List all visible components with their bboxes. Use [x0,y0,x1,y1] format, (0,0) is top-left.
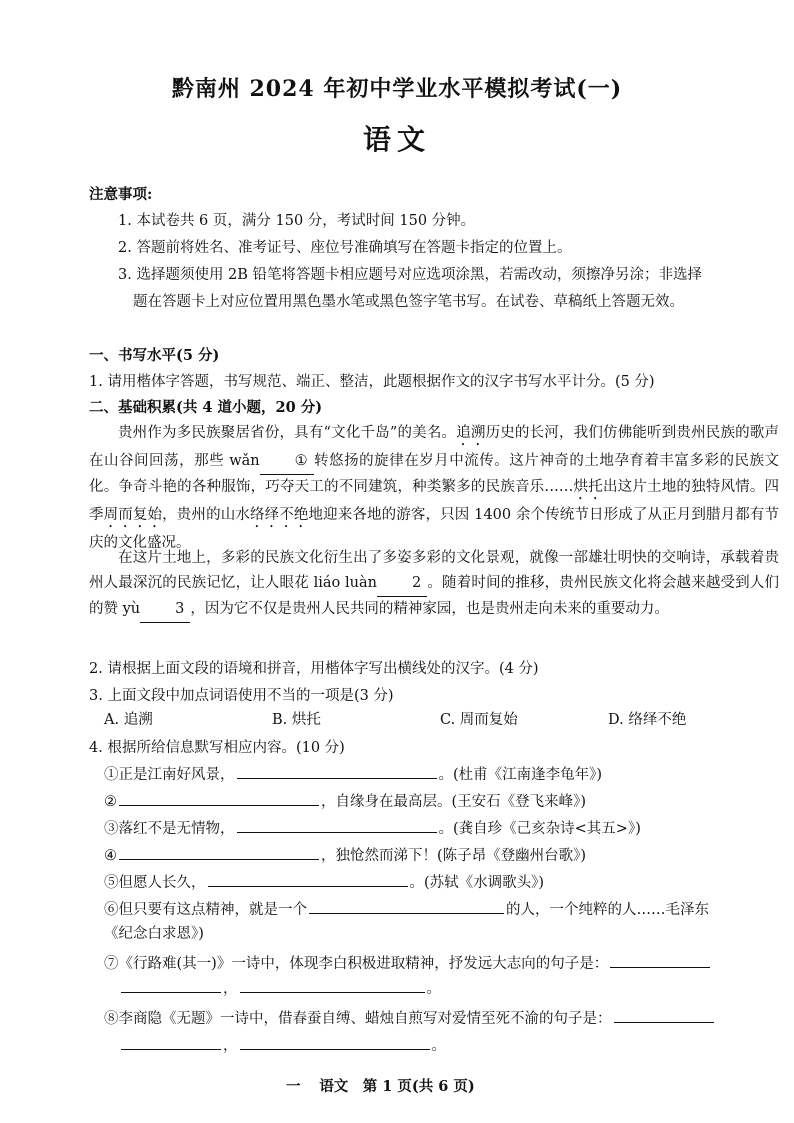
recite-4-prefix: ④ [104,848,117,864]
recite-2 [104,790,586,811]
recite-3-blank [237,818,437,833]
choice-c: C. 周而复始 [440,712,518,728]
question-3: 3. 上面文段中加点词语使用不当的一项是(3 分) [89,688,394,704]
p1-text-f: 地迎来各地的游客，只因 1400 余个传统节日形成了从正月到腊月都有节庆的文化盛况。 [89,507,780,551]
recite-8-comma: ， [223,1038,238,1054]
question-1: 1. 请用楷体字答题，书写规范、端正、整洁，此题根据作文的汉字书写水平计分。(5 分) [89,374,655,390]
passage-paragraph-1 [89,421,779,556]
recite-1-prefix: ①正是江南好风景， [104,767,235,783]
question-4: 4. 根据所给信息默写相应内容。(10 分) [89,740,345,756]
notice-item-1: 1. 本试卷共 6 页，满分 150 分，考试时间 150 分钟。 [118,213,476,229]
recite-8-blank-2 [121,1035,221,1050]
recite-2-blank [119,791,319,806]
recite-3 [104,817,641,838]
recite-8-blank-3 [240,1035,430,1050]
p1-text-b: 历史的长河，我们仿佛能听到贵州民族的歌声在山谷间回荡，那些 wǎn [89,425,780,469]
recite-7-blank-1 [610,953,710,968]
recite-7-blank-3 [240,978,425,993]
choice-a: A. 追溯 [104,712,153,728]
recite-6-blank [309,899,504,914]
recite-6-source: 《纪念白求恩》) [104,926,204,942]
question-2: 2. 请根据上面文段的语境和拼音，用楷体字写出横线处的汉字。(4 分) [89,661,539,677]
p1-text-c: 转悠扬的旋律在岁月中流传。这片神奇的土地孕育着丰富多彩的民族文化。争奇斗艳的各种服饰，巧夺天工的不同建筑，种类繁多的民族音乐…… [89,453,779,495]
choice-d: D. 络绎不绝 [608,712,687,728]
recite-8-prompt: ⑧李商隐《无题》一诗中，借春蚕自缚、蜡烛自煎写对爱情至死不渝的句子是： [104,1011,612,1027]
footer-page-number: 语文 第 1 页(共 6 页) [319,1078,475,1095]
recite-7-period: 。 [426,981,441,997]
passage-paragraph-2 [89,546,779,623]
notice-item-2: 2. 答题前将姓名、准考证号、座位号准确填写在答题卡指定的位置上。 [118,240,572,256]
dotted-word-luoyibujue: 络绎不绝 [249,507,309,523]
blank-1: ① [260,449,314,475]
recite-5-prefix: ⑤但愿人长久， [104,875,206,891]
p1-text-e: ，贵州的山水 [162,507,250,523]
recite-7-cont [119,977,441,998]
p2-text-b: 。随着时间的推移，贵州民族文化将会越来越受到人们的赞 yù [89,575,780,617]
recite-5-source: 。(苏轼《水调歌头》) [409,875,545,891]
recite-2-source: ，自缘身在最高层。(王安石《登飞来峰》) [321,794,587,810]
recite-7-comma: ， [223,981,238,997]
recite-4 [104,844,586,865]
p2-text-a: 在这片土地上，多彩的民族文化衍生出了多姿多彩的文化景观，就像一部雄壮明快的交响诗，承载着贵州人最深沉的民族记忆，让人眼花 liáo luàn [89,550,779,591]
page-footer [0,1075,794,1096]
recite-3-source: 。(龚自珍《己亥杂诗<其五>》) [438,821,641,837]
recite-8-blank-1 [614,1008,714,1023]
recite-8 [104,1007,716,1028]
p2-text-c: ，因为它不仅是贵州人民共同的精神家园，也是贵州走向未来的重要动力。 [190,601,669,617]
exam-title: 黔南州 2024 年初中学业水平模拟考试(一) [171,76,623,102]
recite-4-blank [119,845,319,860]
p1-text-d: 出这片土地的独特风情。四季 [89,479,780,523]
section2-heading: 二、基础积累(共 4 道小题，20 分) [89,399,323,416]
section1-heading: 一、书写水平(5 分) [89,347,220,364]
recite-7-prompt: ⑦《行路难(其一)》一诗中，体现李白积极进取精神，抒发远大志向的句子是： [104,956,609,972]
choice-b: B. 烘托 [272,712,321,728]
recite-4-source: ，独怆然而涕下！(陈子昂《登幽州台歌》) [321,848,587,864]
notice-heading: 注意事项: [89,186,153,203]
recite-5-blank [208,872,408,887]
notice-item-3-cont: 题在答题卡上对应位置用黑色墨水笔或黑色签字笔书写。在试卷、草稿纸上答题无效。 [133,294,684,310]
recite-8-period: 。 [431,1038,446,1054]
notice-item-3: 3. 选择题须使用 2B 铅笔将答题卡相应题号对应选项涂黑，若需改动，须擦净另涂；非选择 [118,267,703,283]
recite-6-prefix: ⑥但只要有这点精神，就是一个 [104,902,307,918]
recite-6-suffix: 的人，一个纯粹的人……毛泽东 [506,902,709,918]
recite-7 [104,952,712,973]
footer-dash: 一 [286,1078,301,1095]
recite-5 [104,871,544,892]
subject-title: 语文 [362,123,431,156]
recite-1 [104,763,602,784]
recite-3-prefix: ③落红不是无情物， [104,821,235,837]
dotted-word-hongtuo: 烘托 [573,479,603,495]
dotted-word-zhuisu: 追溯 [456,425,486,441]
recite-1-blank [237,764,437,779]
recite-1-source: 。(杜甫《江南逢李龟年》) [438,767,603,783]
dotted-word-zhouerfushi: 周而复始 [103,507,163,523]
recite-2-prefix: ② [104,794,117,810]
p1-text-a: 贵州作为多民族聚居省份，具有“文化千岛”的美名。 [118,425,457,441]
recite-7-blank-2 [121,978,221,993]
blank-2: 2 [377,571,427,597]
recite-6 [104,898,709,919]
recite-8-cont [119,1034,446,1055]
blank-3: 3 [140,597,190,623]
